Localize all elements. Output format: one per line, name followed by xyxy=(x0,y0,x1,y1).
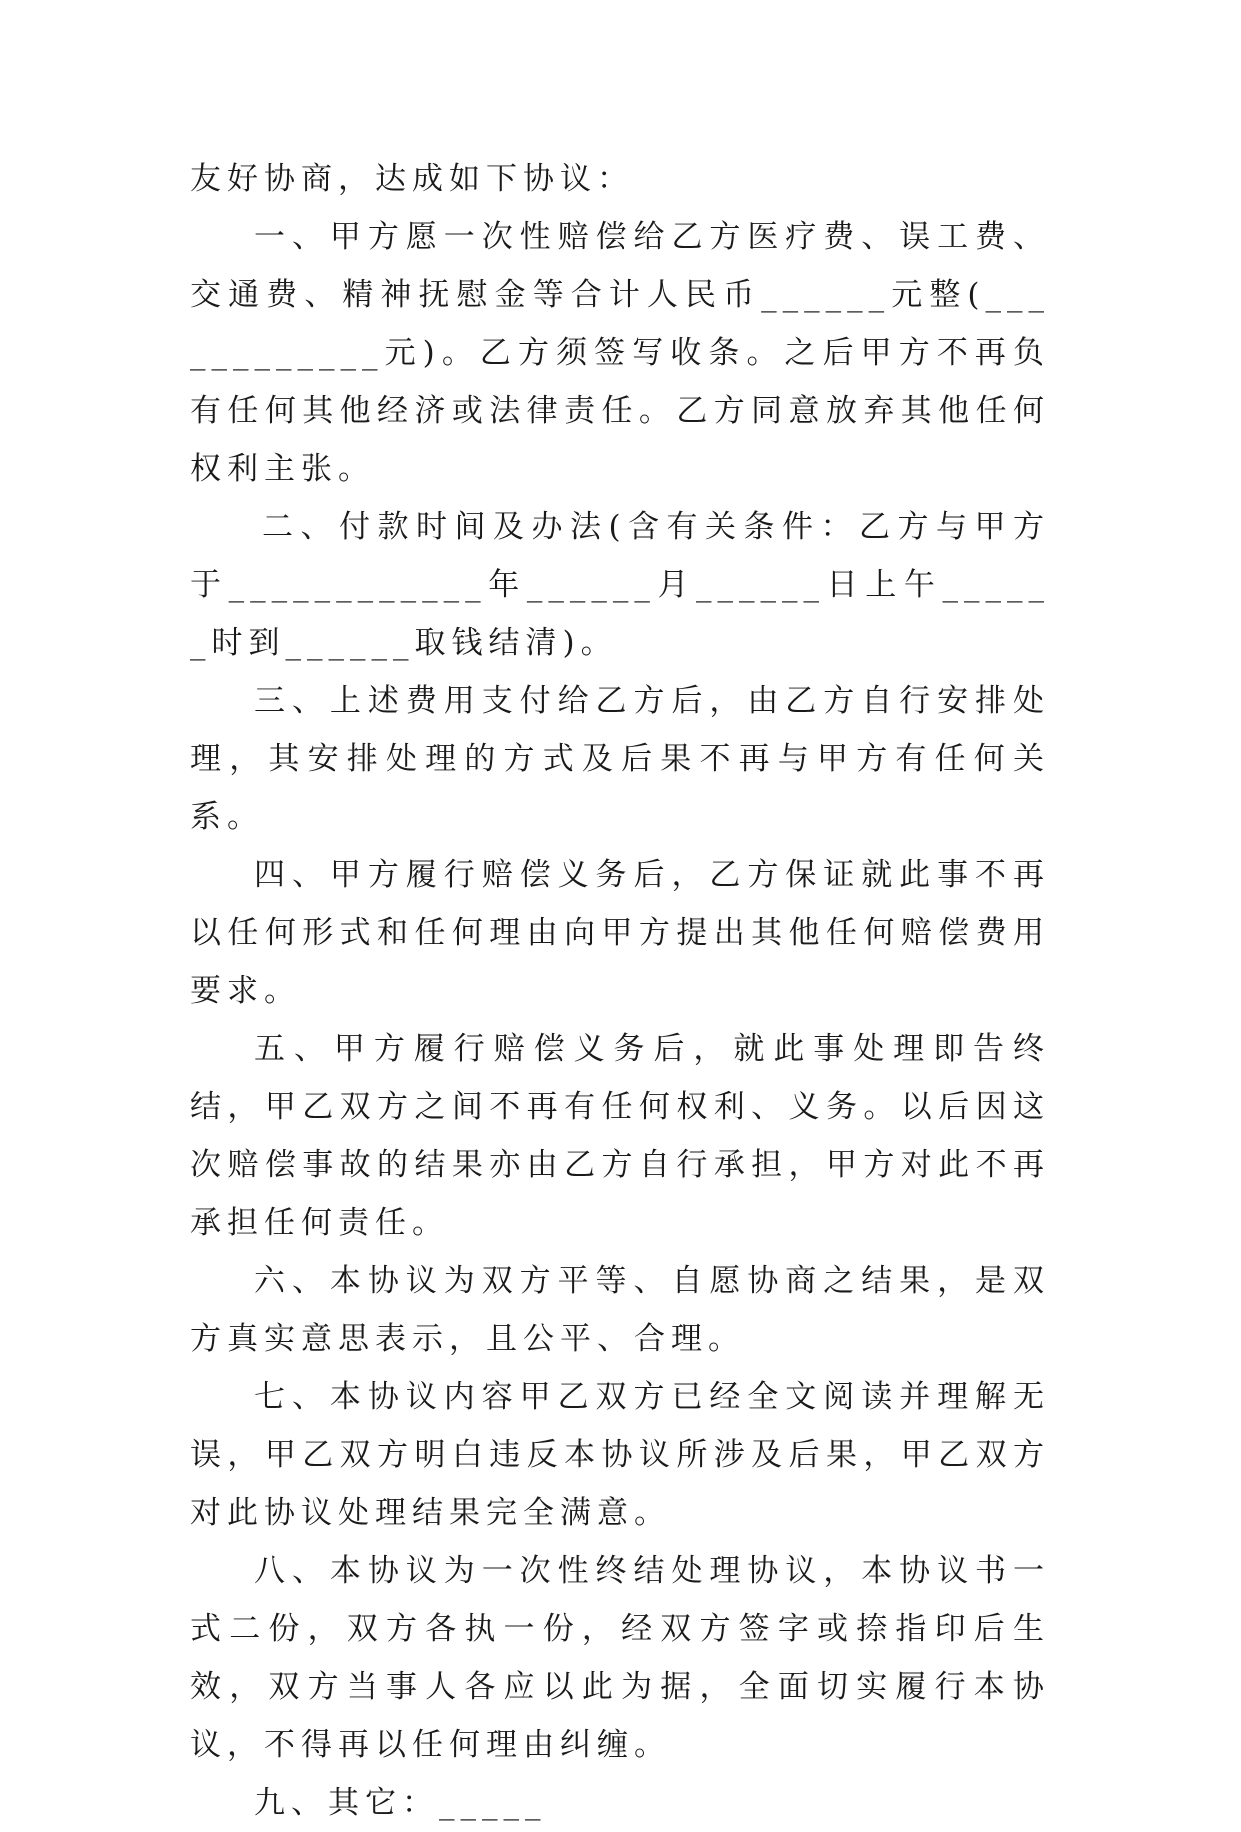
clause-8: 八、本协议为一次性终结处理协议，本协议书一式二份，双方各执一份，经双方签字或捺指印后生效，双方当事人各应以此为据，全面切实履行本协议，不得再以任何理由纠缠。 xyxy=(190,1553,1050,1763)
clause-9: 九、其它：_____ xyxy=(254,1785,547,1821)
clause-6: 六、本协议为双方平等、自愿协商之结果，是双方真实意思表示，且公平、合理。 xyxy=(190,1263,1050,1357)
clause-2: 二、付款时间及办法(含有关条件：乙方与甲方于____________年______月______日上午______时到______取钱结清)。 xyxy=(190,509,1050,661)
clause-7: 七、本协议内容甲乙双方已经全文阅读并理解无误，甲乙双方明白违反本协议所涉及后果，甲乙双方对此协议处理结果完全满意。 xyxy=(190,1379,1050,1531)
clause-3: 三、上述费用支付给乙方后，由乙方自行安排处理，其安排处理的方式及后果不再与甲方有任何关系。 xyxy=(190,683,1050,835)
clause-1: 一、甲方愿一次性赔偿给乙方医疗费、误工费、交通费、精神抚慰金等合计人民币______元整(____________元)。乙方须签写收条。之后甲方不再负有任何其他经济或法律责任。乙方同意放弃其他任何权利主张。 xyxy=(190,219,1050,487)
intro-paragraph: 友好协商，达成如下协议： xyxy=(190,161,634,197)
clause-5: 五、甲方履行赔偿义务后，就此事处理即告终结，甲乙双方之间不再有任何权利、义务。以后因这次赔偿事故的结果亦由乙方自行承担，甲方对此不再承担任何责任。 xyxy=(190,1031,1050,1241)
document-page xyxy=(190,150,1050,1832)
clause-4: 四、甲方履行赔偿义务后，乙方保证就此事不再以任何形式和任何理由向甲方提出其他任何赔偿费用要求。 xyxy=(190,857,1050,1009)
